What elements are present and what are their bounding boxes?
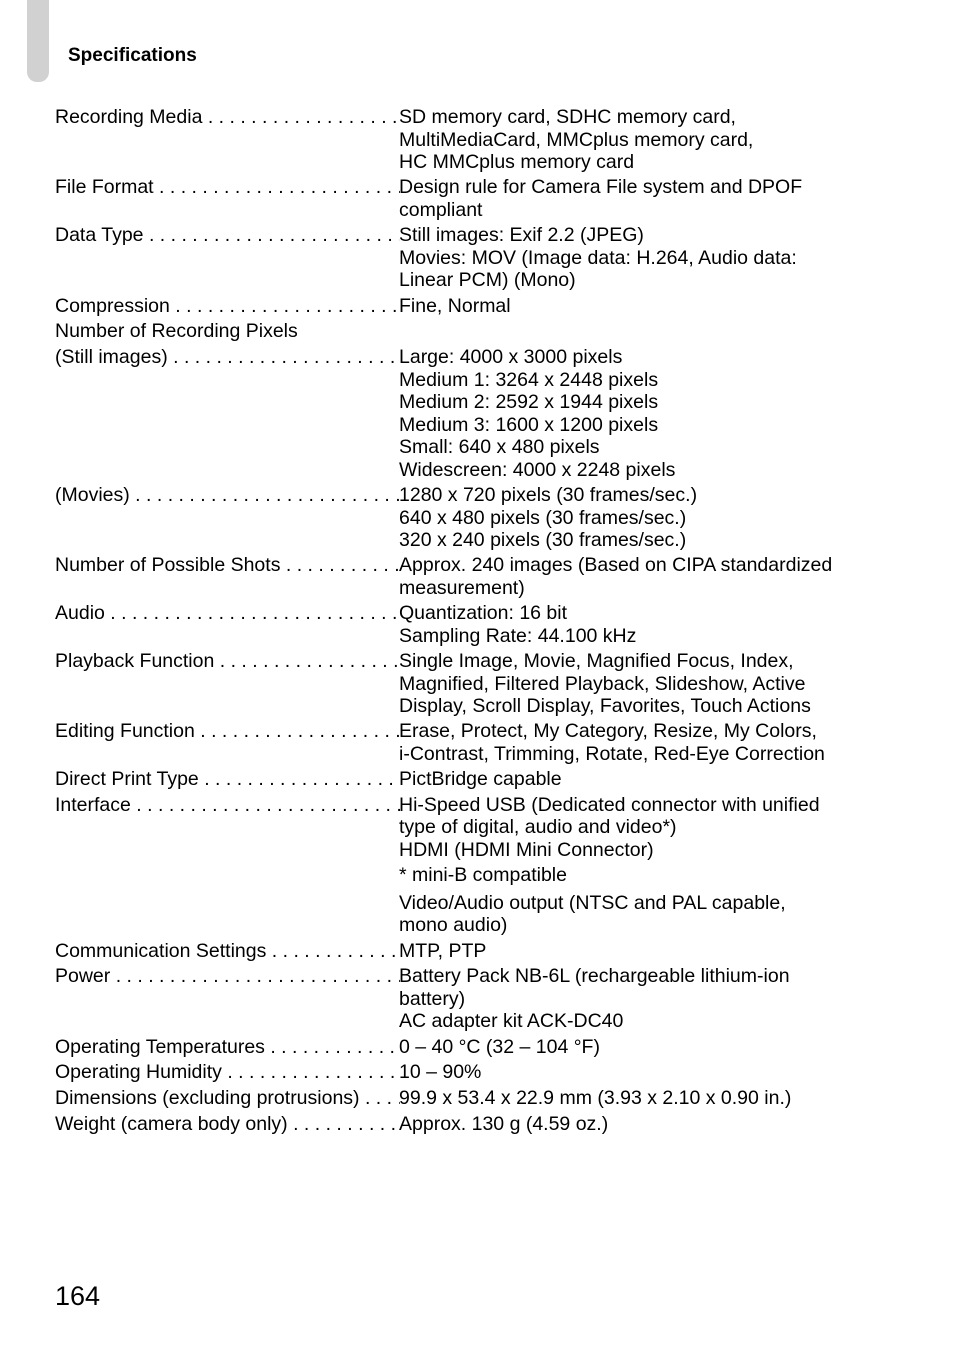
spec-values [399,295,879,318]
spec-value-line: Movies: MOV (Image data: H.264, Audio data: [399,246,797,269]
spec-value-line: compliant [399,198,483,221]
spec-label: Number of Recording Pixels [55,320,298,342]
spec-values [399,965,879,1033]
spec-value-line: Design rule for Camera File system and DPOF [399,176,803,198]
spec-value-line: Single Image, Movie, Magnified Focus, Index, [399,650,794,672]
spec-value-line: Approx. 240 images (Based on CIPA standardized [399,554,833,576]
spec-label: Data Type . . . [55,224,400,247]
spec-value-line: Magnified, Filtered Playback, Slideshow, Active [399,672,806,695]
spec-value-line: MTP, PTP [399,940,487,962]
spec-values [399,768,879,791]
spec-label: Compression . . . [55,295,400,318]
spec-value-line: Widescreen: 4000 x 2248 pixels [399,458,676,481]
spec-values [399,1061,879,1084]
spec-value-line: type of digital, audio and video*) [399,816,677,838]
page-number: 164 [55,1281,101,1311]
spec-value-line: Medium 2: 2592 x 1944 pixels [399,391,659,414]
spec-label: Interface . . . [55,794,400,817]
spec-label: (Still images) . . . [55,346,400,369]
spec-values [399,940,879,963]
spec-value-line: Video/Audio output (NTSC and PAL capable, [399,892,786,914]
spec-values [399,1036,879,1059]
spec-values [399,720,879,765]
spec-label: Number of Possible Shots . . . [55,554,400,577]
spec-value-line: * mini-B compatible [399,864,567,886]
section-tab-marker [27,0,49,82]
spec-value-line: 10 – 90% [399,1061,482,1083]
section-title: Specifications [68,45,197,66]
spec-value-line: SD memory card, SDHC memory card, [399,106,736,128]
spec-values [399,650,879,718]
spec-value-line: Battery Pack NB-6L (rechargeable lithium-ion [399,965,790,987]
spec-values [399,1087,879,1110]
spec-label: (Movies) . . . [55,484,400,507]
spec-value-line: AC adapter kit ACK-DC40 [399,1010,624,1033]
spec-values [399,106,879,174]
spec-values [399,346,879,482]
spec-value-line: 99.9 x 53.4 x 22.9 mm (3.93 x 2.10 x 0.90 in.) [399,1087,792,1109]
spec-values [399,176,879,221]
spec-label: Weight (camera body only) . . . [55,1113,400,1136]
spec-label: Recording Media . . . [55,106,400,129]
spec-label: Dimensions (excluding protrusions) . . . [55,1087,400,1110]
spec-value-line: Erase, Protect, My Category, Resize, My Colors, [399,720,817,742]
spec-value-line: Medium 3: 1600 x 1200 pixels [399,413,659,436]
spec-label: Operating Humidity . . . [55,1061,400,1084]
spec-value-line: i-Contrast, Trimming, Rotate, Red-Eye Correction [399,742,825,765]
spec-value-line: battery) [399,987,466,1010]
spec-value-line: 640 x 480 pixels (30 frames/sec.) [399,506,687,529]
spec-values [399,224,879,292]
spec-value-line: Medium 1: 3264 x 2448 pixels [399,368,659,391]
spec-label: Operating Temperatures . . . [55,1036,400,1059]
spec-value-line: HDMI (HDMI Mini Connector) [399,839,654,861]
spec-values [399,484,879,552]
spec-value-line: Large: 4000 x 3000 pixels [399,346,623,368]
spec-value-line: HC MMCplus memory card [399,151,635,174]
spec-label: Power . . . [55,965,400,988]
spec-value-line: Fine, Normal [399,295,511,317]
spec-value-line: PictBridge capable [399,768,562,790]
spec-value-line: Quantization: 16 bit [399,602,568,624]
spec-value-line: 320 x 240 pixels (30 frames/sec.) [399,529,687,552]
spec-value-line: measurement) [399,576,525,599]
spec-value-line: Linear PCM) (Mono) [399,269,576,292]
spec-value-line: Still images: Exif 2.2 (JPEG) [399,224,644,246]
spec-value-line: Approx. 130 g (4.59 oz.) [399,1113,609,1135]
spec-label: Direct Print Type . . . [55,768,400,791]
spec-label: Editing Function . . . [55,720,400,743]
spec-label: Communication Settings . . . [55,940,400,963]
spec-value-line: 0 – 40 °C (32 – 104 °F) [399,1036,600,1058]
spec-value-line: mono audio) [399,914,508,936]
spec-value-line: 1280 x 720 pixels (30 frames/sec.) [399,484,698,506]
spec-value-line: Hi-Speed USB (Dedicated connector with unified [399,794,820,816]
spec-value-line: Sampling Rate: 44.100 kHz [399,624,637,647]
spec-label: File Format . . . [55,176,400,199]
spec-value-line: Small: 640 x 480 pixels [399,436,600,459]
spec-label: Audio . . . [55,602,400,625]
spec-label: Playback Function . . . [55,650,400,673]
spec-value-line: MultiMediaCard, MMCplus memory card, [399,128,754,151]
spec-values [399,1113,879,1136]
spec-values [399,602,879,647]
spec-value-line: Display, Scroll Display, Favorites, Touch Actions [399,695,811,718]
spec-values [399,554,879,599]
